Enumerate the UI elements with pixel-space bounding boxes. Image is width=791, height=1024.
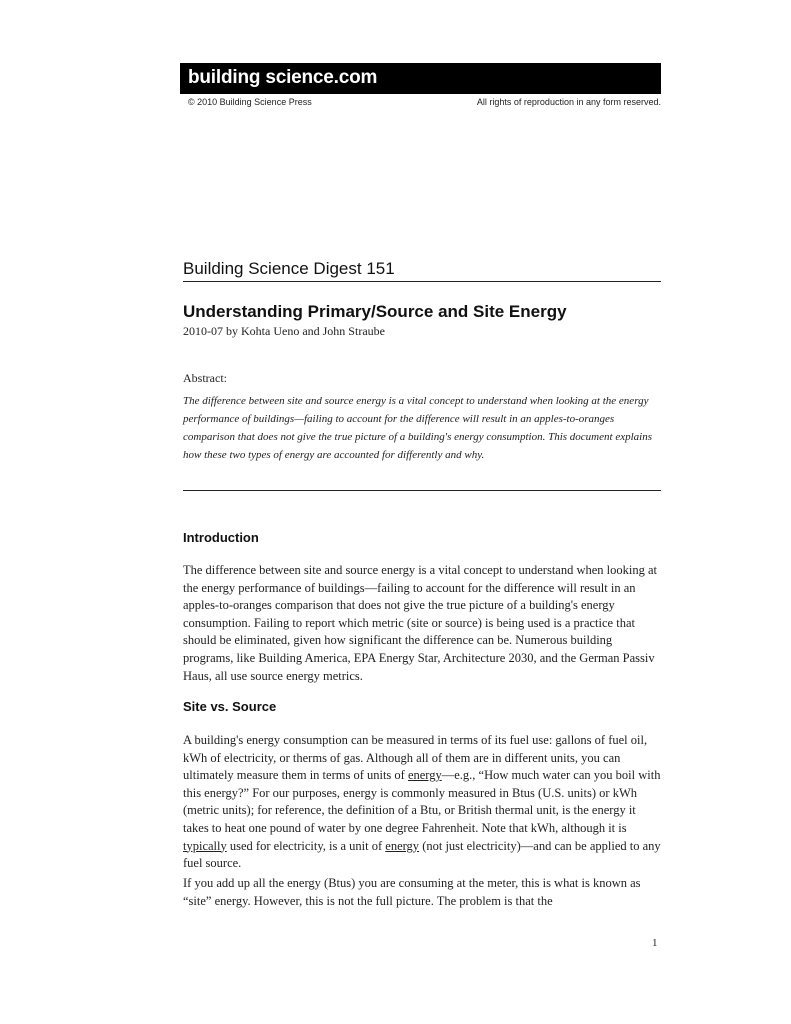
article-byline: 2010-07 by Kohta Ueno and John Straube [183,324,385,338]
paragraph-text: (not just electricity)—and can be applied to any fuel source. [183,838,661,871]
paragraph-text: —e.g., “How much water can you boil with this energy?” For our purposes, energy is commonly measured in Btus (U.S. units) or kWh (metric units); for reference, the definition of a Btu, or British thermal unit, is the energy it takes to heat one pound of water by one degree Fahrenheit. Note that kWh, although it is [183,768,661,835]
abstract-text: The difference between site and source energy is a vital concept to understand when looking at the energy performance of buildings—failing to account for the difference will result in an apples-to-oranges comparison that does not give the true picture of a building's energy consumption. This document explains how these two types of energy are accounted for differently and why. [183,395,652,461]
introduction-heading: Introduction [183,530,259,545]
paragraph-text: used for electricity, is a unit of [226,838,386,853]
underlined-term: energy [407,768,442,783]
page-number: 1 [652,937,658,949]
divider-bottom [183,490,661,491]
paragraph-text: A building's energy consumption can be measured in terms of its fuel use: gallons of fuel oil, kWh of electricity, or therms of gas. Although all of them are in different units, you can ultimately measure them in terms of units of [183,733,648,783]
site-energy-paragraph: If you add up all the energy (Btus) you are consuming at the meter, this is what is known as “site” energy. However, this is not the full picture. The problem is that the [183,876,641,908]
introduction-paragraph: The difference between site and source energy is a vital concept to understand when looking at the energy performance of buildings—failing to account for the difference will result in an apples-to-oranges comparison that does not give the true picture of a building's energy consumption. Failing to report which metric (site or source) is being used is a practice that should be eliminated, given how significant the difference can be. Numerous building programs, like Building America, EPA Energy Star, Architecture 2030, and the German Passiv Haus, all use source energy metrics. [183,563,658,683]
article-title: Understanding Primary/Source and Site Energy [183,302,567,321]
copyright-notice: © 2010 Building Science Press [188,97,312,107]
divider-top [183,281,661,282]
site-vs-source-paragraph [183,732,661,873]
abstract-label: Abstract: [183,371,227,385]
underlined-term: typically [183,838,227,853]
brand-banner [180,63,661,94]
site-vs-source-heading: Site vs. Source [183,699,277,714]
brand-logo-text: building science.com [188,67,378,88]
rights-notice: All rights of reproduction in any form reserved. [476,97,661,107]
underlined-term: energy [385,838,420,853]
digest-title: Building Science Digest 151 [183,259,395,278]
